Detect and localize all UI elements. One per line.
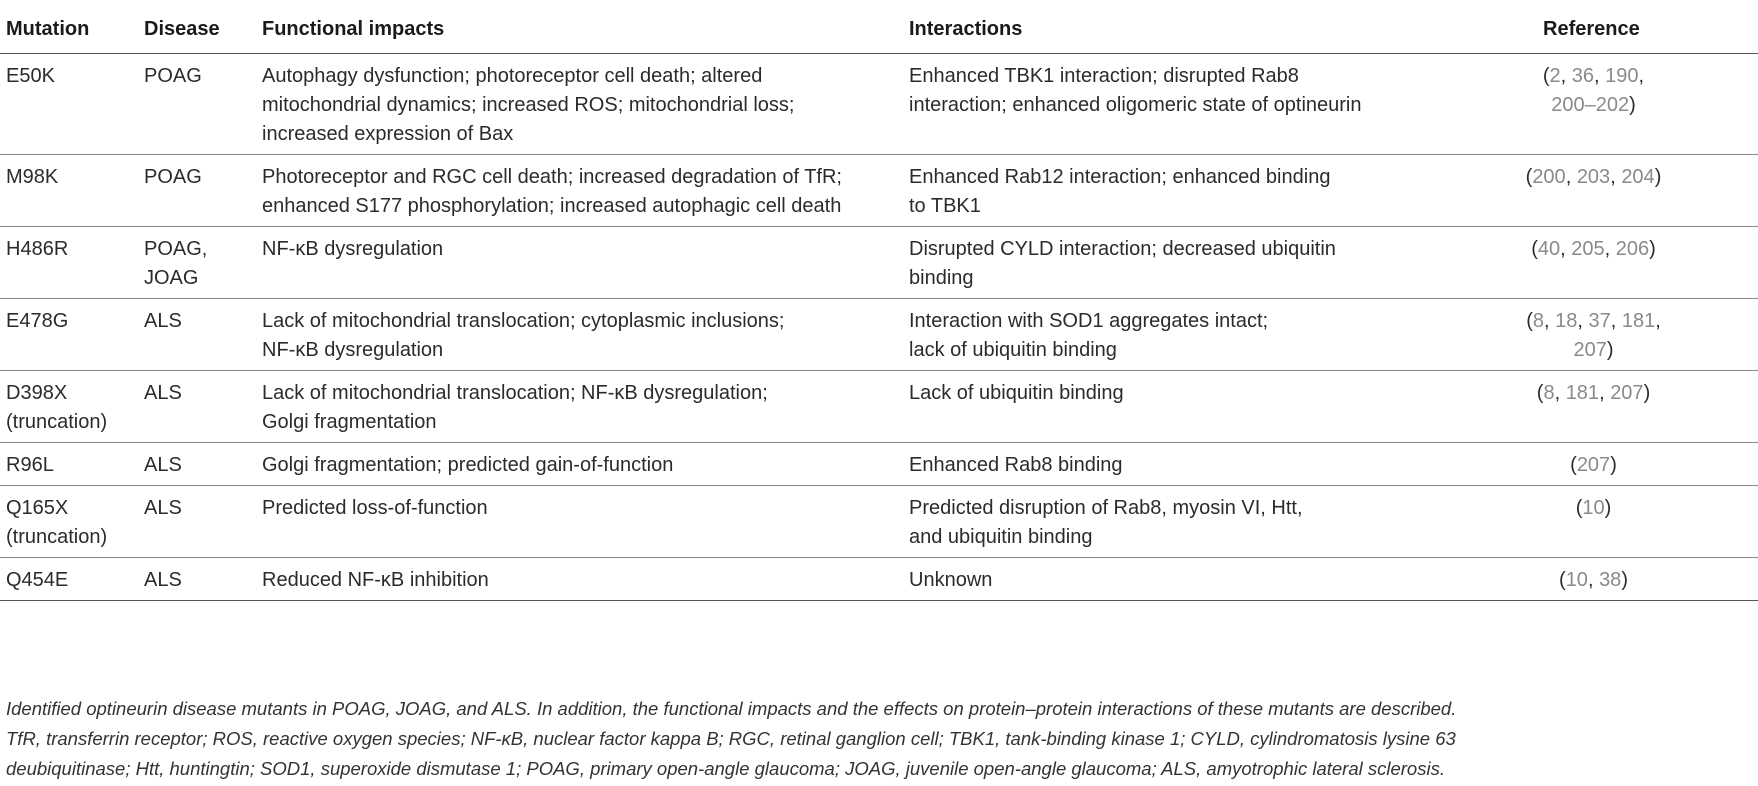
reference-separator: , <box>1565 166 1577 188</box>
header-disease: Disease <box>138 8 256 54</box>
reference-paren: ) <box>1610 454 1617 476</box>
reference-line <box>1429 566 1758 595</box>
reference-line <box>1429 336 1758 365</box>
cell-line: binding <box>909 267 974 289</box>
cell-line: Lack of ubiquitin binding <box>909 382 1124 404</box>
cell-reference <box>1423 155 1758 227</box>
caption-line: deubiquitinase; Htt, huntingtin; SOD1, superoxide dismutase 1; POAG, primary open-angle glaucoma; JOAG, juvenile open-angle glaucoma; ALS, amyotrophic lateral sclerosis. <box>6 758 1445 779</box>
reference-link[interactable]: 40 <box>1537 238 1561 260</box>
cell-interactions <box>903 558 1423 601</box>
cell-line: E50K <box>6 65 55 87</box>
cell-line: Lack of mitochondrial translocation; NF-κB dysregulation; <box>262 382 768 404</box>
reference-paren: ( <box>1559 569 1566 591</box>
reference-paren: ) <box>1621 569 1628 591</box>
cell-reference <box>1423 54 1758 155</box>
cell-functional-impacts <box>256 227 903 299</box>
reference-separator: , <box>1577 310 1589 332</box>
cell-line: Predicted disruption of Rab8, myosin VI, Htt, <box>909 497 1303 519</box>
cell-line: ALS <box>144 569 182 591</box>
cell-line: POAG, <box>144 238 208 260</box>
reference-link[interactable]: 38 <box>1599 569 1622 591</box>
reference-link[interactable]: 206 <box>1615 238 1650 260</box>
reference-line <box>1429 494 1758 523</box>
reference-paren: ( <box>1526 310 1533 332</box>
cell-mutation <box>0 54 138 155</box>
cell-line: D398X <box>6 382 68 404</box>
caption-line: Identified optineurin disease mutants in POAG, JOAG, and ALS. In addition, the functional impacts and the effects on protein–protein interactions of these mutants are described. <box>6 698 1457 719</box>
cell-disease <box>138 299 256 371</box>
table-body <box>0 54 1758 601</box>
header-mutation: Mutation <box>0 8 138 54</box>
reference-link[interactable]: 207 <box>1573 339 1607 361</box>
cell-interactions <box>903 371 1423 443</box>
table-row <box>0 54 1758 155</box>
cell-line: Autophagy dysfunction; photoreceptor cell death; altered <box>262 65 763 87</box>
reference-link[interactable]: 200 <box>1532 166 1566 188</box>
cell-line: JOAG <box>144 267 199 289</box>
cell-line: ALS <box>144 382 182 404</box>
cell-line: NF-κB dysregulation <box>262 339 444 361</box>
cell-line: Unknown <box>909 569 993 591</box>
reference-separator: , <box>1655 310 1661 332</box>
cell-line: Golgi fragmentation; predicted gain-of-function <box>262 454 674 476</box>
reference-line <box>1429 307 1758 336</box>
table-row <box>0 155 1758 227</box>
reference-paren: ( <box>1575 497 1583 519</box>
cell-mutation <box>0 371 138 443</box>
cell-functional-impacts <box>256 443 903 486</box>
cell-line: Q165X <box>6 497 69 519</box>
cell-interactions <box>903 227 1423 299</box>
reference-paren: ) <box>1643 382 1651 404</box>
cell-line: Golgi fragmentation <box>262 411 437 433</box>
reference-paren: ) <box>1604 497 1612 519</box>
cell-line: increased expression of Bax <box>262 123 514 145</box>
reference-separator: , <box>1587 569 1600 591</box>
reference-paren: ( <box>1525 166 1533 188</box>
cell-line: Photoreceptor and RGC cell death; increased degradation of TfR; <box>262 166 842 188</box>
cell-interactions <box>903 486 1423 558</box>
reference-line <box>1429 379 1758 408</box>
cell-mutation <box>0 227 138 299</box>
header-interactions: Interactions <box>903 8 1423 54</box>
cell-reference <box>1423 558 1758 601</box>
reference-link[interactable]: 10 <box>1565 569 1588 591</box>
cell-reference <box>1423 443 1758 486</box>
cell-mutation <box>0 299 138 371</box>
reference-paren: ( <box>1570 454 1577 476</box>
cell-mutation <box>0 443 138 486</box>
cell-mutation <box>0 558 138 601</box>
cell-line: Interaction with SOD1 aggregates intact; <box>909 310 1269 332</box>
reference-separator: , <box>1610 310 1622 332</box>
reference-link[interactable]: 181 <box>1565 382 1600 404</box>
table-caption <box>6 694 1754 784</box>
cell-mutation <box>0 155 138 227</box>
cell-line: ALS <box>144 310 182 332</box>
reference-paren: ) <box>1649 238 1656 260</box>
cell-line: Lack of mitochondrial translocation; cytoplasmic inclusions; <box>262 310 785 332</box>
cell-functional-impacts <box>256 155 903 227</box>
cell-disease <box>138 443 256 486</box>
cell-interactions <box>903 54 1423 155</box>
cell-reference <box>1423 227 1758 299</box>
table-row <box>0 299 1758 371</box>
reference-separator: , <box>1594 65 1606 87</box>
cell-line: (truncation) <box>6 411 108 433</box>
reference-link[interactable]: 207 <box>1610 382 1644 404</box>
table-row <box>0 227 1758 299</box>
reference-link[interactable]: 200–202 <box>1551 94 1630 116</box>
reference-link[interactable]: 2 <box>1549 65 1561 87</box>
cell-line: Disrupted CYLD interaction; decreased ubiquitin <box>909 238 1336 260</box>
reference-separator: , <box>1638 65 1645 87</box>
reference-link[interactable]: 18 <box>1555 310 1578 332</box>
cell-disease <box>138 558 256 601</box>
header-functional-impacts: Functional impacts <box>256 8 903 54</box>
cell-line: mitochondrial dynamics; increased ROS; mitochondrial loss; <box>262 94 795 116</box>
reference-paren: ) <box>1629 94 1636 116</box>
reference-separator: , <box>1560 238 1572 260</box>
reference-paren: ( <box>1531 238 1538 260</box>
cell-line: interaction; enhanced oligomeric state of optineurin <box>909 94 1362 116</box>
cell-disease <box>138 371 256 443</box>
reference-line <box>1429 62 1758 91</box>
cell-line: E478G <box>6 310 69 332</box>
cell-line: H486R <box>6 238 69 260</box>
reference-link[interactable]: 203 <box>1576 166 1611 188</box>
table-row <box>0 371 1758 443</box>
cell-line: POAG <box>144 65 202 87</box>
reference-separator: , <box>1554 382 1566 404</box>
reference-paren: ) <box>1654 166 1662 188</box>
cell-disease <box>138 54 256 155</box>
cell-interactions <box>903 155 1423 227</box>
cell-line: R96L <box>6 454 54 476</box>
cell-line: ALS <box>144 497 182 519</box>
cell-line: Reduced NF-κB inhibition <box>262 569 489 591</box>
table-row <box>0 486 1758 558</box>
reference-separator: , <box>1610 166 1622 188</box>
reference-link[interactable]: 205 <box>1571 238 1605 260</box>
header-reference: Reference <box>1423 8 1758 54</box>
cell-line: Predicted loss-of-function <box>262 497 488 519</box>
reference-line <box>1429 235 1758 264</box>
cell-functional-impacts <box>256 54 903 155</box>
cell-line: POAG <box>144 166 202 188</box>
reference-line <box>1429 91 1758 120</box>
reference-link[interactable]: 207 <box>1576 454 1611 476</box>
cell-line: NF-κB dysregulation <box>262 238 444 260</box>
cell-reference <box>1423 299 1758 371</box>
cell-functional-impacts <box>256 299 903 371</box>
optineurin-mutants-table <box>0 8 1758 601</box>
reference-link[interactable]: 204 <box>1621 166 1655 188</box>
cell-line: M98K <box>6 166 59 188</box>
reference-paren: ( <box>1542 65 1550 87</box>
caption-line: TfR, transferrin receptor; ROS, reactive oxygen species; NF-κB, nuclear factor kappa B; RGC, retinal ganglion cell; TBK1, tank-binding kinase 1; CYLD, cylindromatosis lysine 63 <box>6 728 1456 749</box>
cell-line: ALS <box>144 454 182 476</box>
table-row <box>0 443 1758 486</box>
cell-disease <box>138 155 256 227</box>
reference-separator: , <box>1543 310 1556 332</box>
cell-line: lack of ubiquitin binding <box>909 339 1117 361</box>
cell-line: (truncation) <box>6 526 108 548</box>
cell-functional-impacts <box>256 558 903 601</box>
cell-reference <box>1423 371 1758 443</box>
reference-paren: ( <box>1536 382 1544 404</box>
cell-disease <box>138 227 256 299</box>
reference-link[interactable]: 181 <box>1621 310 1656 332</box>
cell-line: Enhanced Rab12 interaction; enhanced binding <box>909 166 1331 188</box>
cell-functional-impacts <box>256 371 903 443</box>
cell-line: Q454E <box>6 569 69 591</box>
cell-interactions <box>903 443 1423 486</box>
cell-line: to TBK1 <box>909 195 981 217</box>
cell-disease <box>138 486 256 558</box>
cell-mutation <box>0 486 138 558</box>
reference-link[interactable]: 10 <box>1582 497 1605 519</box>
cell-interactions <box>903 299 1423 371</box>
reference-link[interactable]: 36 <box>1571 65 1595 87</box>
reference-separator: , <box>1560 65 1572 87</box>
cell-line: Enhanced TBK1 interaction; disrupted Rab8 <box>909 65 1299 87</box>
reference-separator: , <box>1604 238 1616 260</box>
reference-line <box>1429 451 1758 480</box>
header-row <box>0 8 1758 54</box>
reference-link[interactable]: 8 <box>1532 310 1544 332</box>
reference-paren: ) <box>1606 339 1614 361</box>
table-row <box>0 558 1758 601</box>
reference-line <box>1429 163 1758 192</box>
reference-link[interactable]: 8 <box>1543 382 1555 404</box>
reference-link[interactable]: 190 <box>1605 65 1639 87</box>
cell-reference <box>1423 486 1758 558</box>
cell-line: Enhanced Rab8 binding <box>909 454 1123 476</box>
reference-separator: , <box>1599 382 1611 404</box>
reference-link[interactable]: 37 <box>1588 310 1611 332</box>
cell-line: and ubiquitin binding <box>909 526 1093 548</box>
cell-functional-impacts <box>256 486 903 558</box>
cell-line: enhanced S177 phosphorylation; increased autophagic cell death <box>262 195 842 217</box>
